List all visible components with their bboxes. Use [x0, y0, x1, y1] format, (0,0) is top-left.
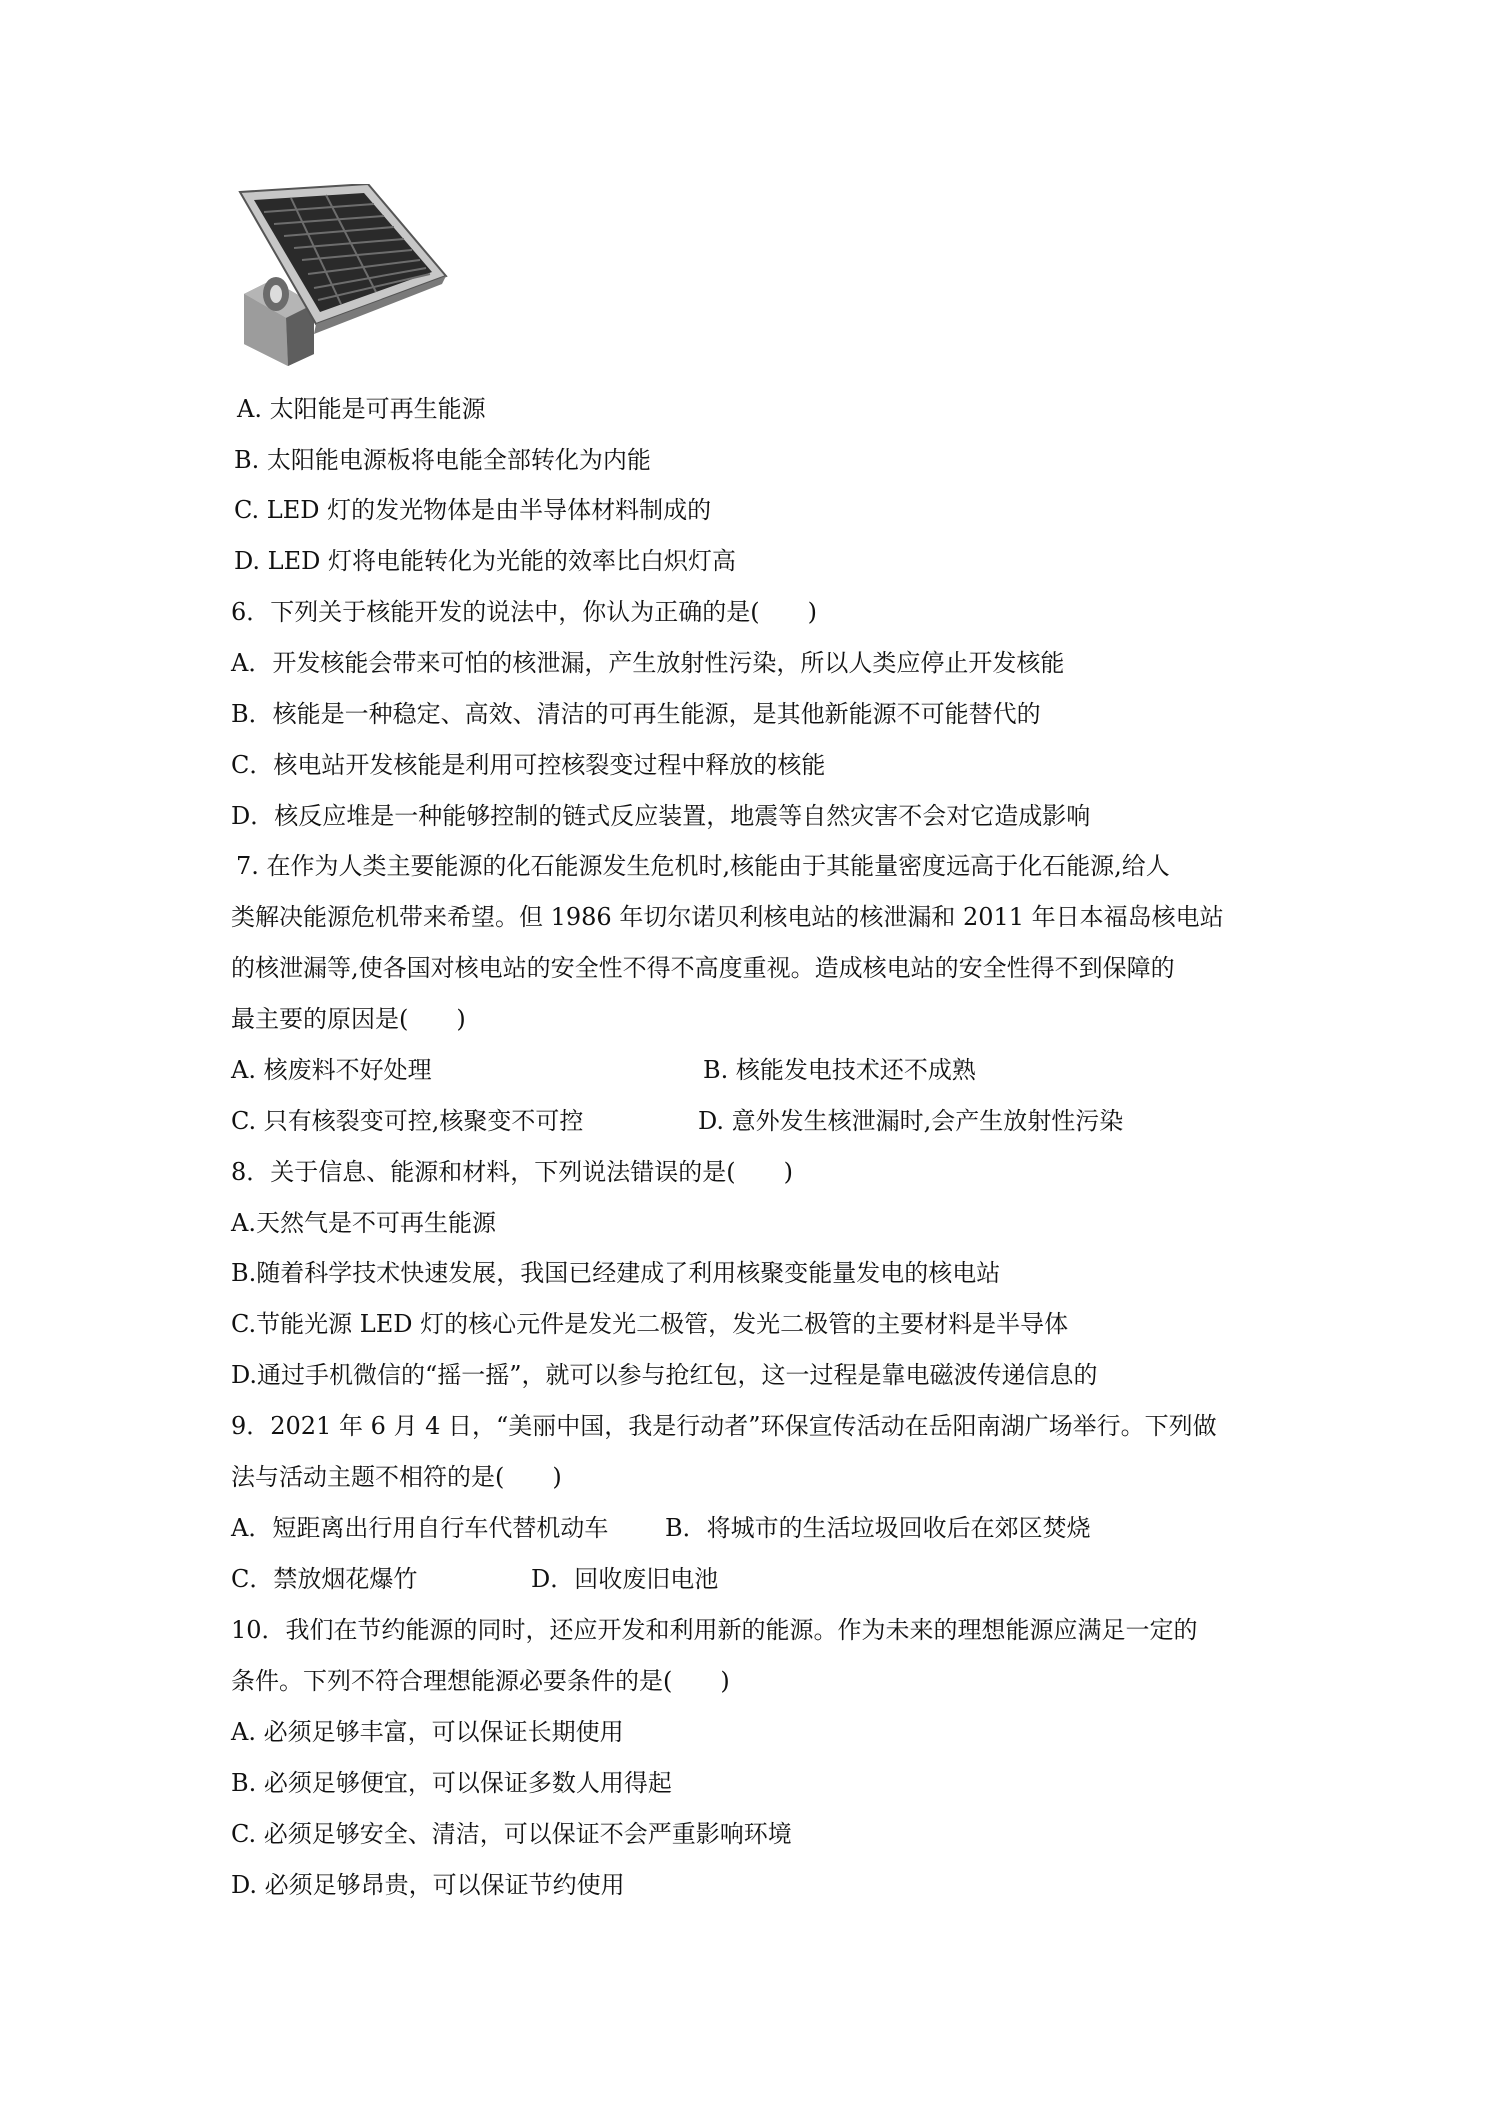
- q8-option-d: D.通过手机微信的“摇一摇”，就可以参与抢红包，这一过程是靠电磁波传递信息的: [231, 1361, 1098, 1389]
- q7-stem-line-3: 的核泄漏等,使各国对核电站的安全性不得不高度重视。造成核电站的安全性得不到保障的: [231, 954, 1175, 982]
- q8-option-a: A.天然气是不可再生能源: [231, 1209, 496, 1237]
- q7-stem-line-4: 最主要的原因是( ): [231, 1005, 466, 1033]
- q6-option-b: B．核能是一种稳定、高效、清洁的可再生能源，是其他新能源不可能替代的: [231, 700, 1041, 728]
- q9-option-a: A．短距离出行用自行车代替机动车: [231, 1514, 609, 1542]
- q7-stem-line-1: 7. 在作为人类主要能源的化石能源发生危机时,核能由于其能量密度远高于化石能源,给人: [236, 852, 1170, 880]
- q10-option-c: C. 必须足够安全、清洁，可以保证不会严重影响环境: [231, 1820, 792, 1848]
- q8-option-c: C.节能光源 LED 灯的核心元件是发光二极管，发光二极管的主要材料是半导体: [231, 1310, 1069, 1338]
- q5-option-a: A. 太阳能是可再生能源: [237, 395, 486, 423]
- solar-panel-figure: [236, 184, 451, 368]
- q10-option-a: A. 必须足够丰富，可以保证长期使用: [231, 1718, 624, 1746]
- q9-option-c: C．禁放烟花爆竹: [231, 1565, 418, 1593]
- q9-stem-line-1: 9．2021 年 6 月 4 日，“美丽中国，我是行动者”环保宣传活动在岳阳南湖广场举行。下列做: [231, 1412, 1217, 1440]
- q10-stem-line-1: 10．我们在节约能源的同时，还应开发和利用新的能源。作为未来的理想能源应满足一定的: [231, 1616, 1198, 1644]
- q9-option-d: D．回收废旧电池: [531, 1565, 719, 1593]
- q5-option-c: C. LED 灯的发光物体是由半导体材料制成的: [234, 496, 712, 524]
- q8-stem: 8．关于信息、能源和材料，下列说法错误的是( ): [231, 1158, 793, 1186]
- q6-option-a: A．开发核能会带来可怕的核泄漏，产生放射性污染，所以人类应停止开发核能: [231, 649, 1065, 677]
- q9-option-b: B．将城市的生活垃圾回收后在郊区焚烧: [665, 1514, 1091, 1542]
- q10-option-b: B. 必须足够便宜，可以保证多数人用得起: [231, 1769, 672, 1797]
- q10-stem-line-2: 条件。下列不符合理想能源必要条件的是( ): [231, 1667, 730, 1695]
- q5-option-b: B. 太阳能电源板将电能全部转化为内能: [234, 446, 651, 474]
- q6-option-c: C．核电站开发核能是利用可控核裂变过程中释放的核能: [231, 751, 826, 779]
- q9-stem-line-2: 法与活动主题不相符的是( ): [231, 1463, 562, 1491]
- q7-stem-line-2: 类解决能源危机带来希望。但 1986 年切尔诺贝利核电站的核泄漏和 2011 年日本福岛核电站: [231, 903, 1224, 931]
- q8-option-b: B.随着科学技术快速发展，我国已经建成了利用核聚变能量发电的核电站: [231, 1259, 1001, 1287]
- q10-option-d: D. 必须足够昂贵，可以保证节约使用: [231, 1871, 625, 1899]
- q5-option-d: D. LED 灯将电能转化为光能的效率比白炽灯高: [234, 547, 736, 575]
- q7-option-a: A. 核废料不好处理: [231, 1056, 432, 1084]
- q7-option-d: D. 意外发生核泄漏时,会产生放射性污染: [698, 1107, 1124, 1135]
- q6-option-d: D．核反应堆是一种能够控制的链式反应装置，地震等自然灾害不会对它造成影响: [231, 802, 1091, 830]
- q7-option-c: C. 只有核裂变可控,核聚变不可控: [231, 1107, 584, 1135]
- q6-stem: 6．下列关于核能开发的说法中，你认为正确的是( ): [231, 598, 817, 626]
- q7-option-b: B. 核能发电技术还不成熟: [703, 1056, 976, 1084]
